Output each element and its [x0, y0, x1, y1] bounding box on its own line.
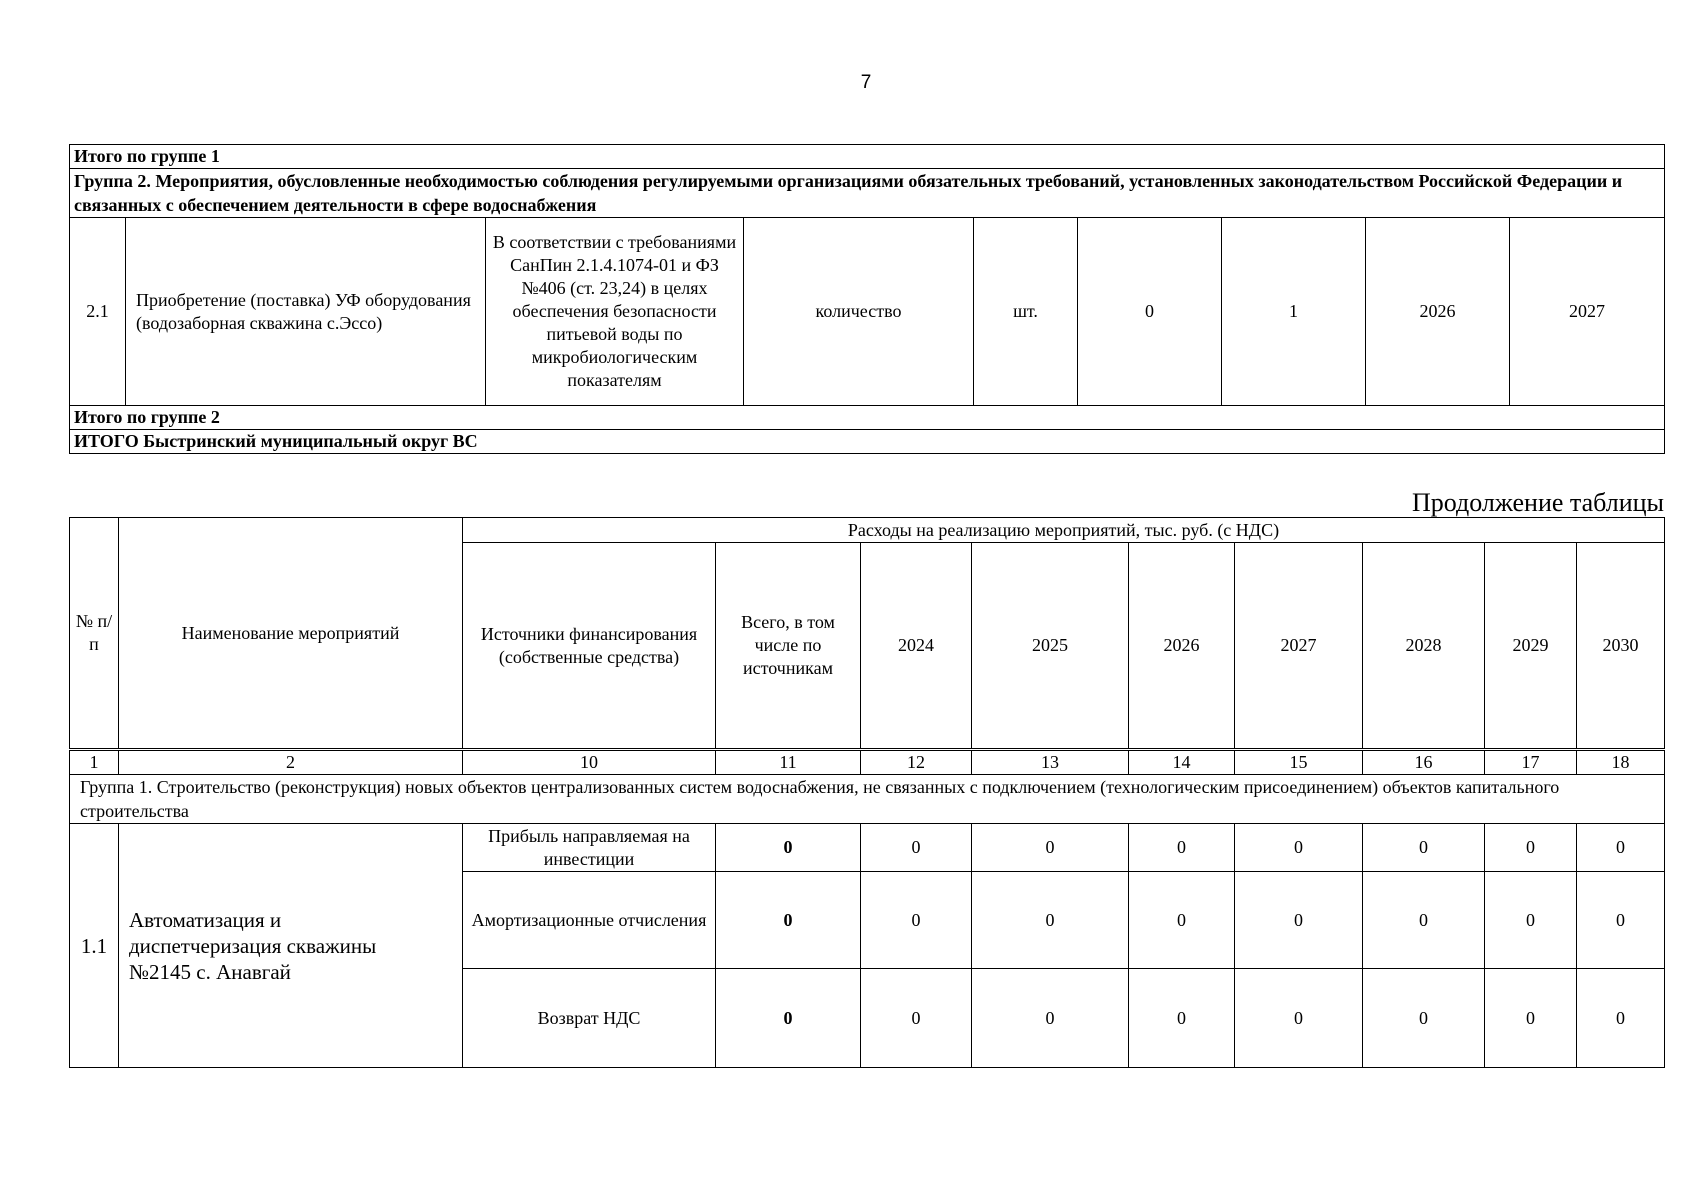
header-year-2030: 2030 — [1577, 543, 1665, 750]
year-value: 0 — [1235, 969, 1363, 1068]
column-number: 16 — [1363, 750, 1485, 775]
continuation-label: Продолжение таблицы — [1412, 488, 1664, 517]
investment-table-part1 — [69, 144, 1665, 454]
unit: шт. — [974, 218, 1078, 406]
header-total: Всего, в том числе по источникам — [716, 543, 861, 750]
page-number: 7 — [860, 72, 872, 93]
table-row — [70, 824, 1665, 872]
investment-table-part2 — [69, 517, 1665, 1068]
source-name: Прибыль направляемая на инвестиции — [463, 824, 716, 872]
header-sources: Источники финансирования (собственные средства) — [463, 543, 716, 750]
header-year-2028: 2028 — [1363, 543, 1485, 750]
group1-title-row — [70, 775, 1665, 824]
year-value: 0 — [1129, 872, 1235, 969]
table-row — [70, 218, 1665, 406]
header-expenses: Расходы на реализацию мероприятий, тыс. руб. (с НДС) — [463, 518, 1665, 543]
header-year-2029: 2029 — [1485, 543, 1577, 750]
group1-total-row — [70, 145, 1665, 169]
column-number: 1 — [70, 750, 119, 775]
column-number: 18 — [1577, 750, 1665, 775]
year-value: 0 — [1235, 872, 1363, 969]
header-year-2027: 2027 — [1235, 543, 1363, 750]
year-value: 0 — [1363, 969, 1485, 1068]
header-year-2024: 2024 — [861, 543, 972, 750]
year-value: 0 — [1129, 824, 1235, 872]
column-number: 17 — [1485, 750, 1577, 775]
year-start: 2026 — [1366, 218, 1510, 406]
year-value: 0 — [972, 824, 1129, 872]
group2-total-row — [70, 406, 1665, 430]
group2-title: Группа 2. Мероприятия, обусловленные необходимостью соблюдения регулируемыми организациями обязательных требований, установленных законодательством Российской Федерации и связанных с обеспечением деятельности в сфере водоснабжения — [70, 169, 1665, 218]
district-total-label: ИТОГО Быстринский муниципальный округ ВС — [70, 430, 1665, 454]
header-num: № п/п — [70, 518, 119, 750]
year-value: 0 — [1577, 969, 1665, 1068]
header-year-2025: 2025 — [972, 543, 1129, 750]
column-number: 13 — [972, 750, 1129, 775]
group1-total-label: Итого по группе 1 — [70, 145, 1665, 169]
source-name: Амортизационные отчисления — [463, 872, 716, 969]
year-value: 0 — [1485, 824, 1577, 872]
year-value: 0 — [1129, 969, 1235, 1068]
item-name: Автоматизация и диспетчеризация скважины №2145 с. Анавгай — [119, 824, 463, 1068]
column-number-row — [70, 750, 1665, 775]
header-year-2026: 2026 — [1129, 543, 1235, 750]
column-number: 10 — [463, 750, 716, 775]
district-total-row — [70, 430, 1665, 454]
year-value: 0 — [861, 872, 972, 969]
source-total: 0 — [716, 824, 861, 872]
year-end: 2027 — [1510, 218, 1665, 406]
year-value: 0 — [861, 824, 972, 872]
measure-name: Приобретение (поставка) УФ оборудования (водозаборная скважина с.Эссо) — [126, 218, 486, 406]
value-after: 1 — [1222, 218, 1366, 406]
year-value: 0 — [1363, 872, 1485, 969]
year-value: 0 — [1485, 872, 1577, 969]
column-number: 2 — [119, 750, 463, 775]
source-name: Возврат НДС — [463, 969, 716, 1068]
header-name: Наименование мероприятий — [119, 518, 463, 750]
item-number: 1.1 — [70, 824, 119, 1068]
column-number: 11 — [716, 750, 861, 775]
year-value: 0 — [972, 872, 1129, 969]
indicator-name: количество — [744, 218, 974, 406]
year-value: 0 — [1363, 824, 1485, 872]
column-number: 14 — [1129, 750, 1235, 775]
row-number: 2.1 — [70, 218, 126, 406]
group1-title: Группа 1. Строительство (реконструкция) новых объектов централизованных систем водоснабжения, не связанных с подключением (технологическим присоединением) объектов капитального строительства — [70, 775, 1665, 824]
header-row — [70, 518, 1665, 543]
group2-total-label: Итого по группе 2 — [70, 406, 1665, 430]
year-value: 0 — [1485, 969, 1577, 1068]
year-value: 0 — [1577, 872, 1665, 969]
year-value: 0 — [1577, 824, 1665, 872]
year-value: 0 — [972, 969, 1129, 1068]
group2-title-row — [70, 169, 1665, 218]
source-total: 0 — [716, 872, 861, 969]
year-value: 0 — [861, 969, 972, 1068]
year-value: 0 — [1235, 824, 1363, 872]
value-before: 0 — [1078, 218, 1222, 406]
column-number: 12 — [861, 750, 972, 775]
measure-basis: В соответствии с требованиями СанПин 2.1.4.1074-01 и ФЗ №406 (ст. 23,24) в целях обеспечения безопасности питьевой воды по микробиологическим показателям — [486, 218, 744, 406]
column-number: 15 — [1235, 750, 1363, 775]
source-total: 0 — [716, 969, 861, 1068]
